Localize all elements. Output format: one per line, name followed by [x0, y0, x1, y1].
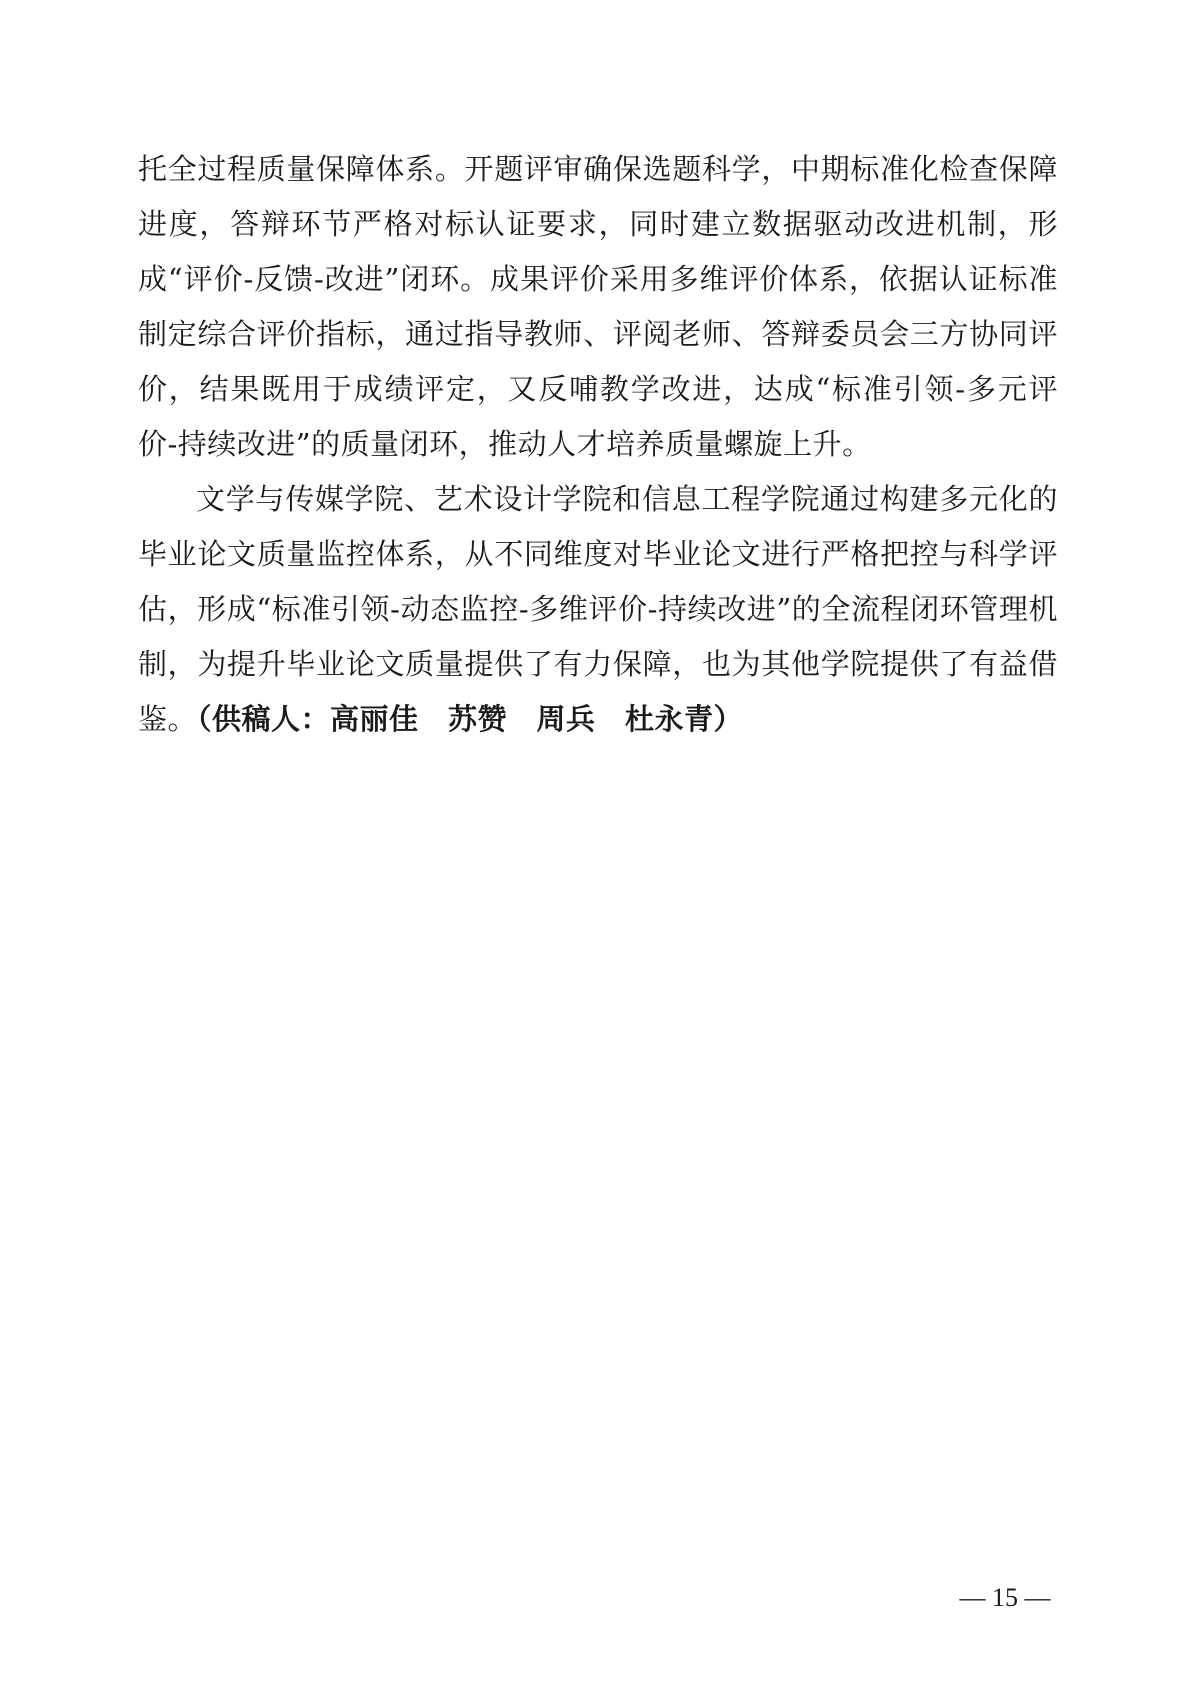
paragraph-2-text: 文学与传媒学院、艺术设计学院和信息工程学院通过构建多元化的毕业论文质量监控体系，从不同维度对毕业论文进行严格把控与科学评估，形成“标准引领-动态监控-多维评价-持续改进”的全流程闭环管理机制，为提升毕业论文质量提供了有力保障，也为其他学院提供了有益借鉴。 [138, 482, 1058, 736]
paragraph-2 [138, 472, 1058, 747]
paragraph-1 [138, 142, 1058, 472]
page-number: — 15 — [959, 1583, 1051, 1612]
paragraph-1-text: 托全过程质量保障体系。开题评审确保选题科学，中期标准化检查保障进度，答辩环节严格对标认证要求，同时建立数据驱动改进机制，形成“评价-反馈-改进”闭环。成果评价采用多维评价体系，依据认证标准制定综合评价指标，通过指导教师、评阅老师、答辩委员会三方协同评价，结果既用于成绩评定，又反哺教学改进，达成“标准引领-多元评价-持续改进”的质量闭环，推动人才培养质量螺旋上升。 [138, 152, 1058, 461]
contributor-credit: （供稿人：高丽佳 苏赞 周兵 杜永青） [197, 702, 744, 736]
body-text [138, 142, 1058, 747]
